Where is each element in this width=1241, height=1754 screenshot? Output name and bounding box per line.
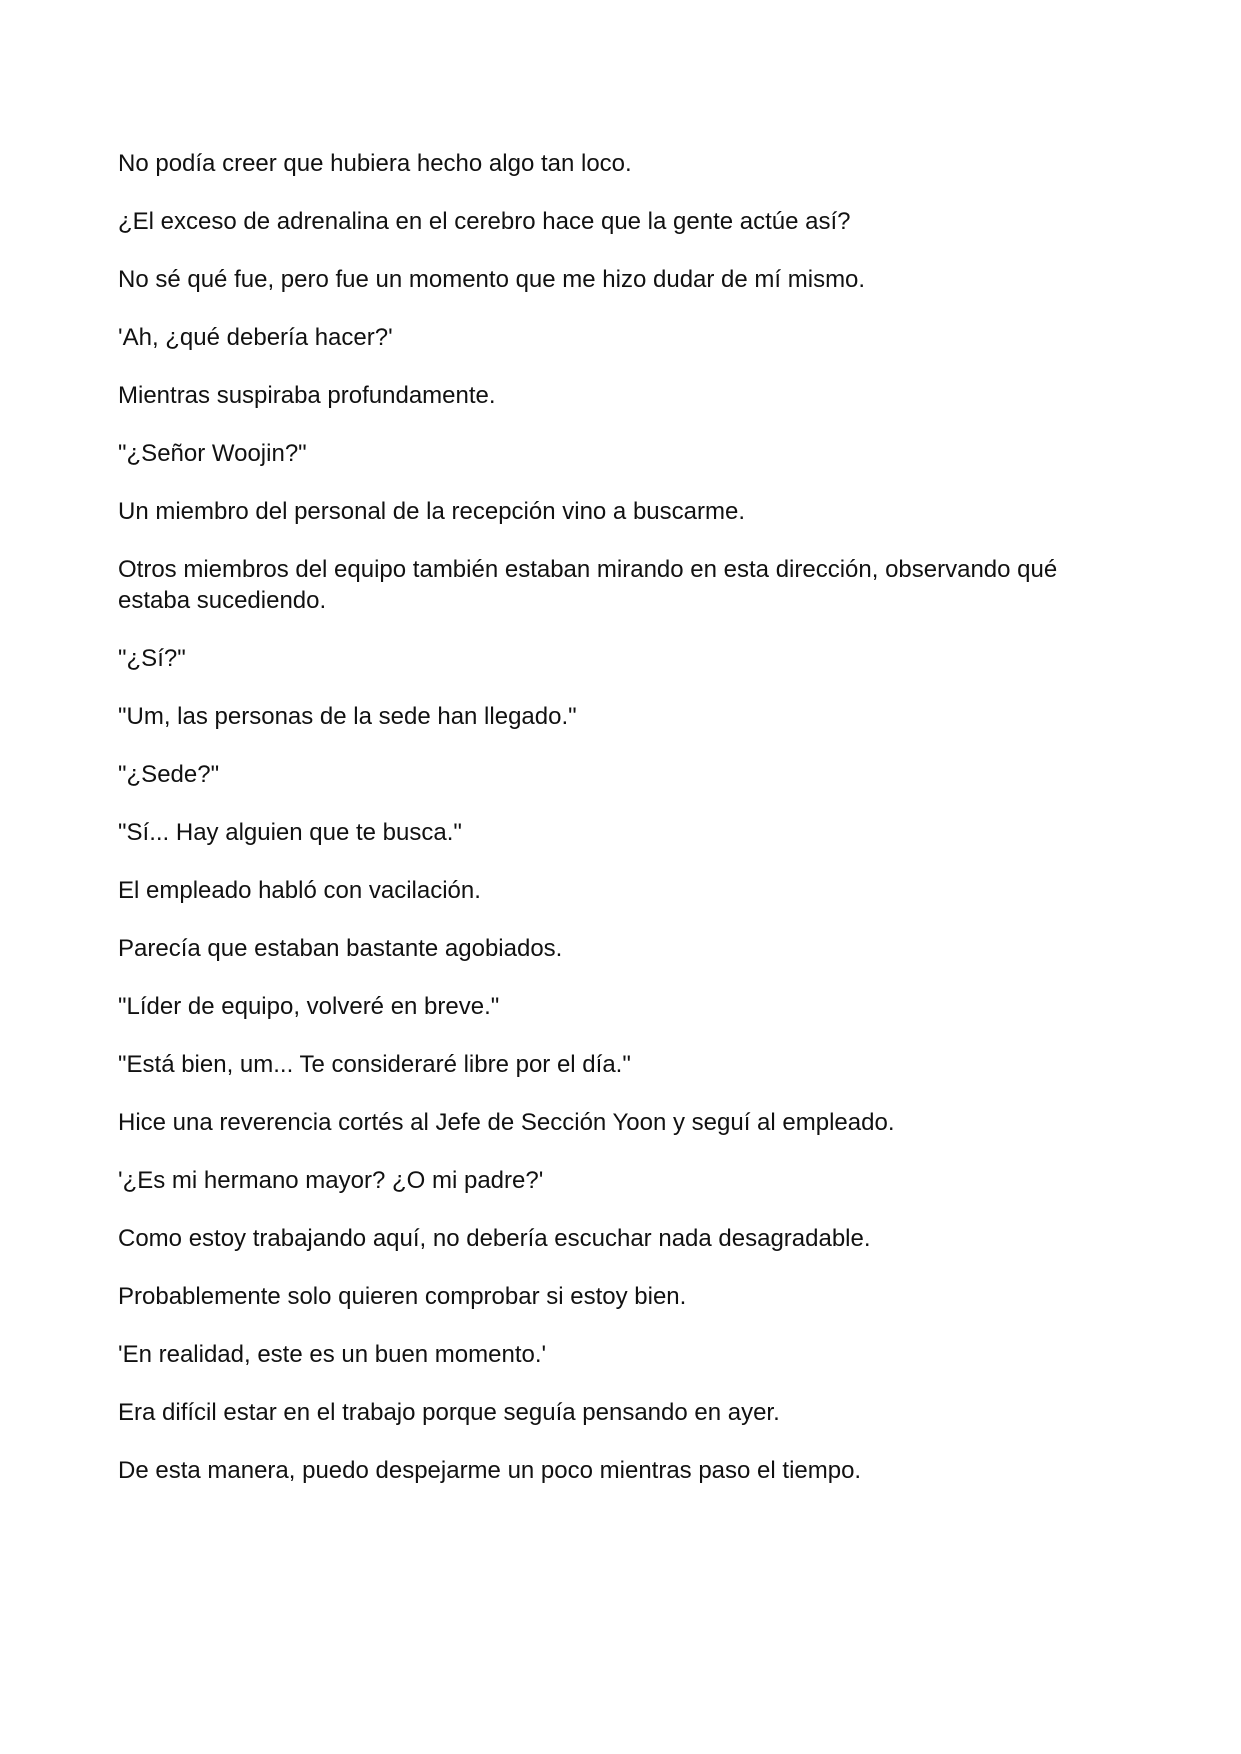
document-body bbox=[118, 148, 1128, 1513]
paragraph: "Sí... Hay alguien que te busca." bbox=[118, 819, 462, 846]
paragraph: Un miembro del personal de la recepción vino a buscarme. bbox=[118, 498, 745, 525]
paragraph: "¿Señor Woojin?" bbox=[118, 440, 307, 467]
paragraph: Como estoy trabajando aquí, no debería escuchar nada desagradable. bbox=[118, 1225, 871, 1252]
paragraph: "Um, las personas de la sede han llegado." bbox=[118, 703, 577, 730]
paragraph: No sé qué fue, pero fue un momento que me hizo dudar de mí mismo. bbox=[118, 266, 866, 293]
paragraph: Hice una reverencia cortés al Jefe de Sección Yoon y seguí al empleado. bbox=[118, 1109, 895, 1136]
paragraph: De esta manera, puedo despejarme un poco mientras paso el tiempo. bbox=[118, 1457, 862, 1484]
paragraph: Mientras suspiraba profundamente. bbox=[118, 382, 496, 409]
paragraph: Otros miembros del equipo también estaban mirando en esta dirección, observando qué estaba sucediendo. bbox=[118, 556, 1058, 614]
paragraph: Parecía que estaban bastante agobiados. bbox=[118, 935, 563, 962]
paragraph: No podía creer que hubiera hecho algo tan loco. bbox=[118, 150, 632, 177]
paragraph: El empleado habló con vacilación. bbox=[118, 877, 481, 904]
paragraph: ¿El exceso de adrenalina en el cerebro hace que la gente actúe así? bbox=[118, 208, 851, 235]
paragraph: Era difícil estar en el trabajo porque seguía pensando en ayer. bbox=[118, 1399, 780, 1426]
paragraph: "Líder de equipo, volveré en breve." bbox=[118, 993, 500, 1020]
paragraph: "¿Sede?" bbox=[118, 761, 220, 788]
paragraph: Probablemente solo quieren comprobar si estoy bien. bbox=[118, 1283, 687, 1310]
paragraph: '¿Es mi hermano mayor? ¿O mi padre?' bbox=[118, 1167, 544, 1194]
paragraph: 'En realidad, este es un buen momento.' bbox=[118, 1341, 547, 1368]
paragraph: "¿Sí?" bbox=[118, 645, 186, 672]
paragraph: 'Ah, ¿qué debería hacer?' bbox=[118, 324, 393, 351]
paragraph: "Está bien, um... Te consideraré libre por el día." bbox=[118, 1051, 631, 1078]
